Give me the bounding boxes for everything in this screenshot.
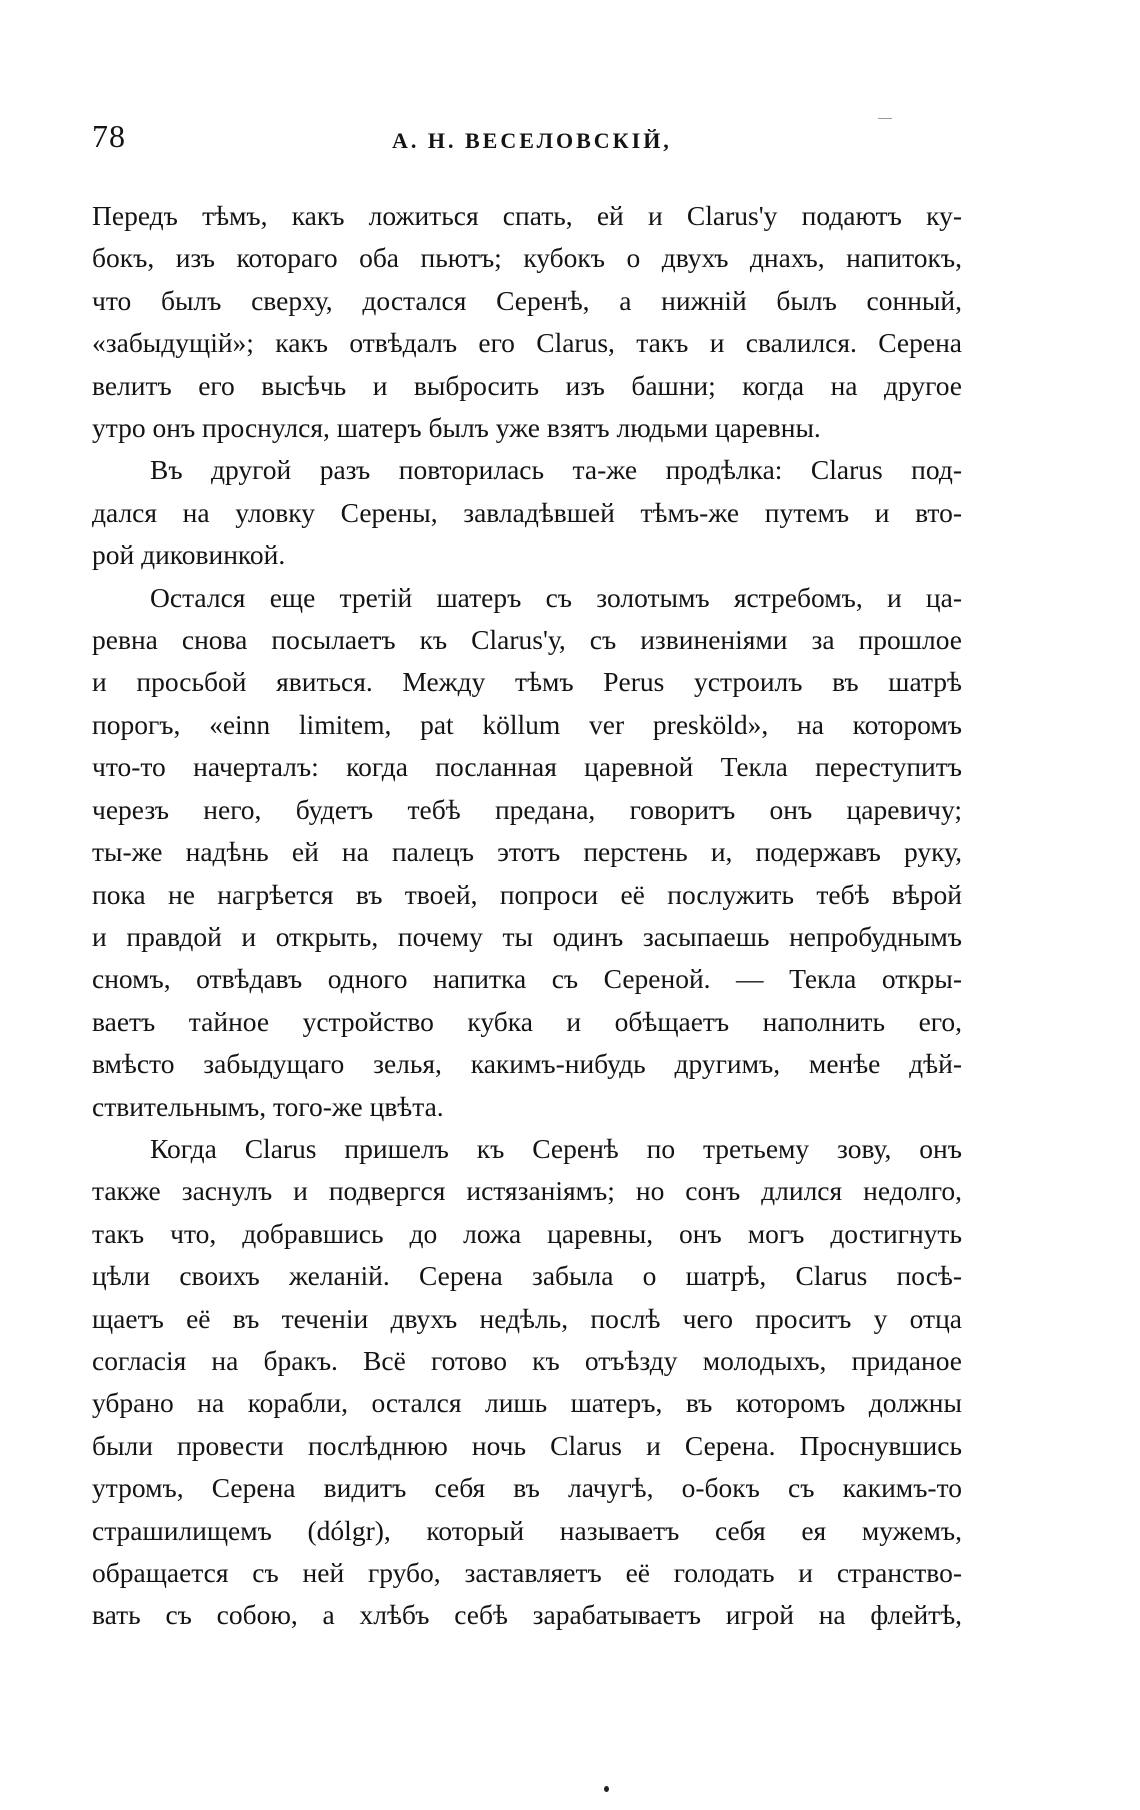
text-line: такъ что, добравшись до ложа царевны, онъ могъ достигнуть [92,1217,962,1249]
text-line: Остался еще третій шатеръ съ золотымъ ястребомъ, и ца- [150,581,962,613]
text-line: дался на уловку Серены, завладѣвшей тѣмъ-же путемъ и вто- [92,496,962,528]
text-line: что былъ сверху, достался Серенѣ, а нижній былъ сонный, [92,284,962,316]
text-line: рой диковинкой. [92,539,286,571]
text-line: страшилищемъ (dólgr), который называетъ себя ея мужемъ, [92,1514,962,1546]
paragraph [92,1128,962,1637]
text-line: ствительнымъ, того-же цвѣта. [92,1090,444,1122]
margin-mark [878,118,892,119]
text-line: вмѣсто забыдущаго зелья, какимъ-нибудь другимъ, менѣе дѣй- [92,1048,962,1080]
text-line: также заснулъ и подвергся истязаніямъ; но сонъ длился недолго, [92,1175,962,1207]
running-head: А. Н. ВЕСЕЛОВСКІЙ, [392,128,672,153]
text-line: Когда Clarus пришелъ къ Серенѣ по третьему зову, онъ [150,1132,962,1164]
text-line: что-то начерталъ: когда посланная царевной Текла переступитъ [92,751,962,783]
text-line: «забыдущій»; какъ отвѣдалъ его Clarus, такъ и свалился. Серена [92,327,962,359]
text-line: Передъ тѣмъ, какъ ложиться спать, ей и Clarus'у подаютъ ку- [92,200,962,231]
text-line: ты-же надѣнь ей на палецъ этотъ перстень и, подержавъ руку, [92,836,962,868]
text-line: ваетъ тайное устройство кубка и обѣщаетъ наполнить его, [92,1005,962,1037]
text-line: пока не нагрѣется въ твоей, попроси её послужить тебѣ вѣрой [92,878,962,910]
text-line: щаетъ её въ теченіи двухъ недѣль, послѣ чего проситъ у отца [92,1302,962,1334]
text-line: и правдой и открыть, почему ты одинъ засыпаешь непробуднымъ [92,920,962,952]
text-line: утромъ, Серена видитъ себя въ лачугѣ, о-бокъ съ какимъ-то [92,1472,962,1504]
text-line: порогъ, «einn limitem, pat köllum ver presköld», на которомъ [92,708,962,740]
text-line: утро онъ проснулся, шатеръ былъ уже взятъ людьми царевны. [92,412,821,444]
text-line: согласія на бракъ. Всё готово къ отъѣзду молодыхъ, приданое [92,1344,962,1376]
paragraph [92,577,962,1128]
text-line: ревна снова посылаетъ къ Clarus'у, съ извиненіями за прошлое [92,624,962,656]
text-line: велитъ его высѣчь и выбросить изъ башни; когда на другое [92,369,962,401]
text-line: Въ другой разъ повторилась та-же продѣлка: Clarus под- [150,454,962,486]
text-line: были провести послѣднюю ночь Clarus и Серена. Проснувшись [92,1429,962,1461]
body-text [92,195,962,1637]
text-line: цѣли своихъ желаній. Серена забыла о шатрѣ, Clarus посѣ- [92,1260,962,1292]
text-line: убрано на корабли, остался лишь шатеръ, въ которомъ должны [92,1387,962,1419]
page-number: 78 [92,118,126,154]
text-line: черезъ него, будетъ тебѣ предана, говоритъ онъ царевичу; [92,793,962,825]
paragraph [92,449,962,576]
text-line: сномъ, отвѣдавъ одного напитка съ Сереной. — Текла откры- [92,963,962,995]
text-line: и просьбой явиться. Между тѣмъ Perus устроилъ въ шатрѣ [92,666,962,698]
text-line: бокъ, изъ котораго оба пьютъ; кубокъ о двухъ днахъ, напитокъ, [92,242,962,274]
text-line: вать съ собою, а хлѣбъ себѣ зарабатываетъ игрой на флейтѣ, [92,1599,962,1631]
text-line: обращается съ ней грубо, заставляетъ её голодать и странство- [92,1557,962,1588]
page-header [92,118,962,168]
paragraph [92,195,962,449]
ink-speck [604,1786,609,1792]
